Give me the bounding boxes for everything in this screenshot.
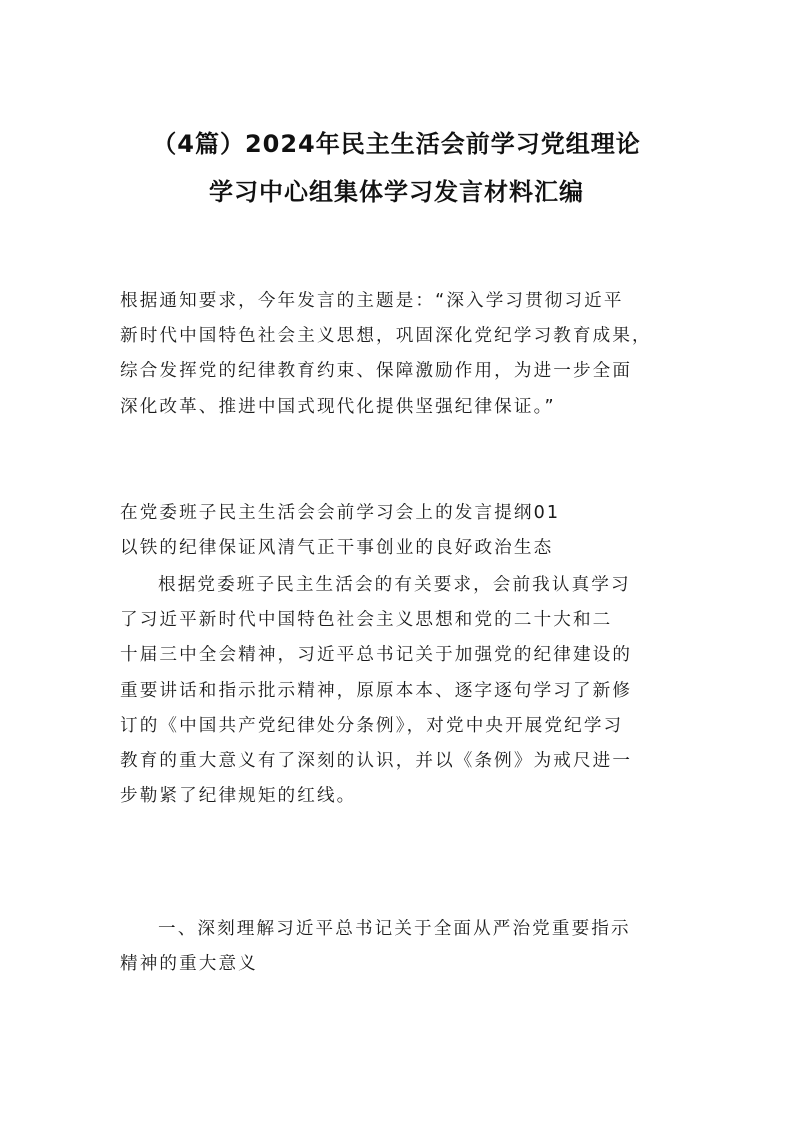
body-line-4: 重要讲话和指示批示精神，原原本本、逐字逐句学习了新修 [120,680,633,701]
body-line-5: 订的《中国共产党纪律处分条例》，对党中央开展党纪学习 [120,715,624,736]
intro-line-4: 深化改革、推进中国式现代化提供坚强纪律保证。” [120,396,556,417]
section-heading-line-1: 在党委班子民主生活会会前学习会上的发言提纲01 [120,503,561,523]
subheading [120,912,680,982]
section-heading-line-2: 以铁的纪律保证风清气正干事创业的良好政治生态 [120,538,554,559]
intro-line-3: 综合发挥党的纪律教育约束、保障激励作用，为进一步全面 [120,361,633,382]
title-line-2: 学习中心组集体学习发言材料汇编 [209,178,584,206]
body-line-7: 步勒紧了纪律规矩的红线。 [120,786,357,807]
body-line-6: 教育的重大意义有了深刻的认识，并以《条例》为戒尺进一 [120,751,633,772]
body-paragraph [120,568,680,814]
title-line-1: （4篇）2024年民主生活会前学习党组理论 [152,130,641,158]
subheading-line-2: 精神的重大意义 [120,954,258,975]
intro-paragraph [120,284,680,425]
body-line-2: 了习近平新时代中国特色社会主义思想和党的二十大和二 [120,610,613,631]
intro-line-1: 根据通知要求，今年发言的主题是：“深入学习贯彻习近平 [120,291,624,311]
section-heading [120,496,680,566]
body-line-3: 十届三中全会精神，习近平总书记关于加强党的纪律建设的 [120,645,633,666]
subheading-line-1: 一、深刻理解习近平总书记关于全面从严治党重要指示 [158,919,631,939]
document-title [90,120,703,216]
intro-line-2: 新时代中国特色社会主义思想，巩固深化党纪学习教育成果， [120,326,652,347]
body-line-1: 根据党委班子民主生活会的有关要求，会前我认真学习 [158,575,631,595]
